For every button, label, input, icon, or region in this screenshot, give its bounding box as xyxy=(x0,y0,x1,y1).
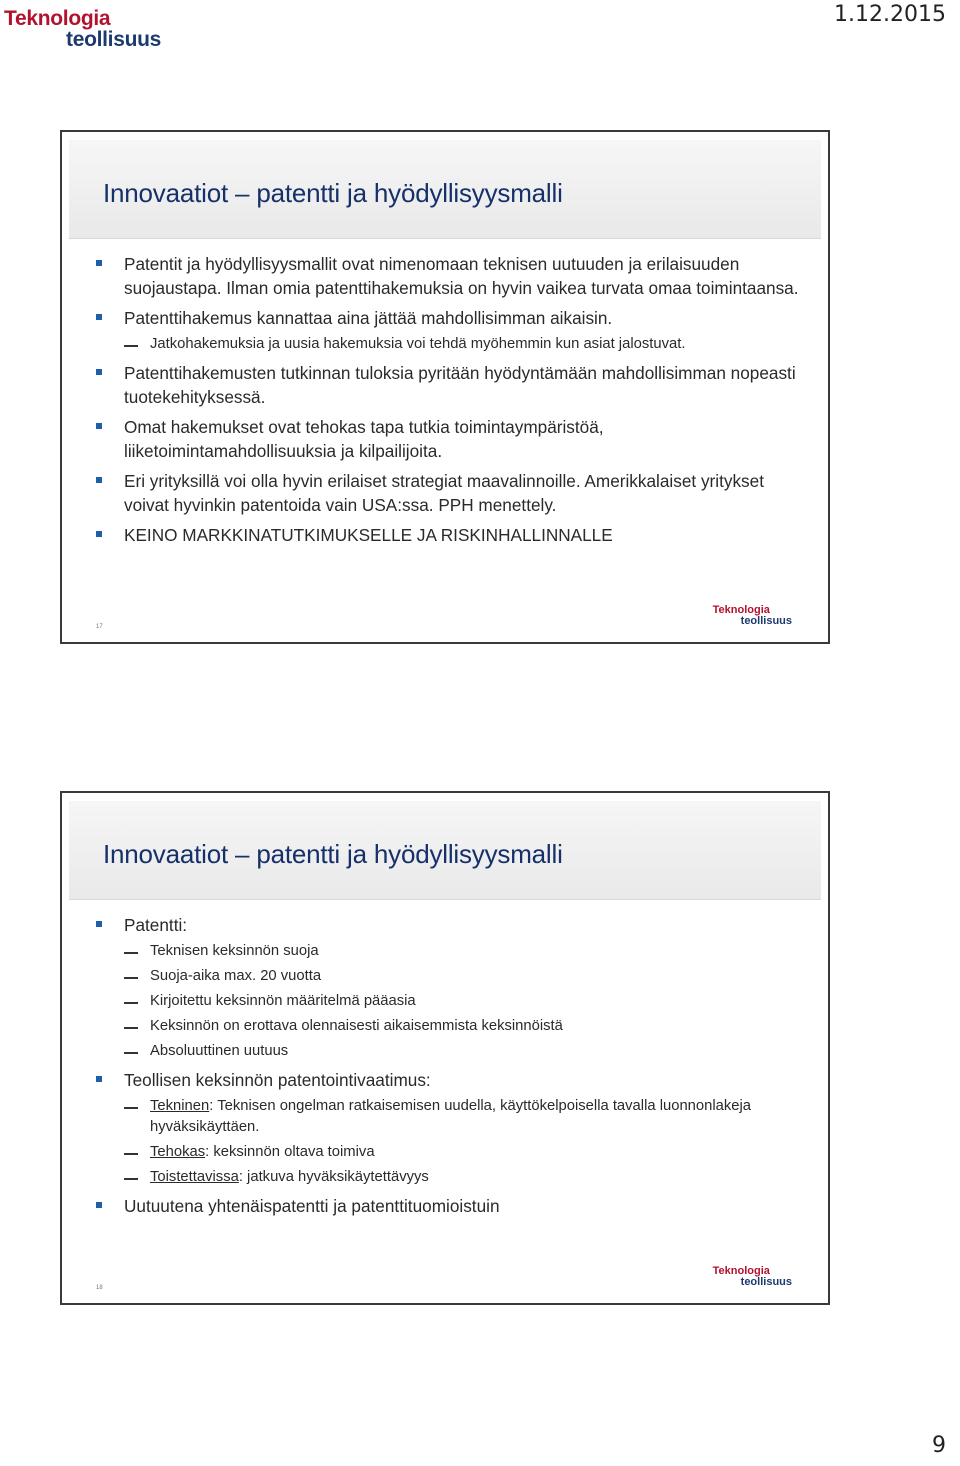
slide-title-band xyxy=(69,801,821,900)
page-number: 9 xyxy=(932,1433,946,1458)
slide-logo-line-2: teollisuus xyxy=(740,614,792,627)
term-definition: : Teknisen ongelman ratkaisemisen uudella, käyttökelpoisella tavalla luonnonlakeja hyväksikäyttäen. xyxy=(150,1098,752,1135)
slide-logo-line-1: Teknologia xyxy=(712,1265,770,1278)
slide-18 xyxy=(60,791,830,1305)
bullet: Patentti: xyxy=(92,913,808,937)
sub-bullet: Absoluuttinen uutuus xyxy=(92,1041,808,1062)
sub-bullet: Teknisen keksinnön suoja xyxy=(92,941,808,962)
slide-content xyxy=(92,252,808,547)
slide-content xyxy=(92,913,808,1218)
bullet: Patentit ja hyödyllisyysmallit ovat nimenomaan teknisen uutuuden ja erilaisuuden suojaustapa. Ilman omia patenttihakemuksia on hyvin vaikea turvata omaa toimintaansa. xyxy=(92,252,808,300)
bullet: Patenttihakemus kannattaa aina jättää mahdollisimman aikaisin. xyxy=(92,306,808,330)
slide-logo xyxy=(713,605,792,626)
sub-bullet: Kirjoitettu keksinnön määritelmä pääasia xyxy=(92,991,808,1012)
logo-line-1: Teknologia xyxy=(4,7,111,30)
slide-number: 17 xyxy=(96,624,103,630)
bullet: Teollisen keksinnön patentointivaatimus: xyxy=(92,1068,808,1092)
term-tehokas: Tehokas xyxy=(150,1144,206,1160)
sub-bullet xyxy=(92,1142,808,1163)
term-definition: : jatkuva hyväksikäytettävyys xyxy=(238,1169,429,1185)
slide-title: Innovaatiot – patentti ja hyödyllisyysmalli xyxy=(103,178,563,208)
logo-line-2: teollisuus xyxy=(66,28,162,51)
bullet: Uutuutena yhtenäispatentti ja patenttituomioistuin xyxy=(92,1194,808,1218)
sub-bullet: Keksinnön on erottava olennaisesti aikaisemmista keksinnöistä xyxy=(92,1016,808,1037)
sub-bullet: Suoja-aika max. 20 vuotta xyxy=(92,966,808,987)
term-tekninen: Tekninen xyxy=(150,1098,210,1114)
document-date: 1.12.2015 xyxy=(834,2,946,27)
term-definition: : keksinnön oltava toimiva xyxy=(205,1144,375,1160)
slide-title-band xyxy=(69,140,821,239)
teknologiateollisuus-logo xyxy=(4,8,161,50)
slide-17 xyxy=(60,130,830,644)
sub-bullet xyxy=(92,1096,808,1138)
slide-logo-line-2: teollisuus xyxy=(740,1275,792,1288)
bullet: KEINO MARKKINATUTKIMUKSELLE JA RISKINHALLINNALLE xyxy=(92,523,808,547)
sub-bullet xyxy=(92,1167,808,1188)
slide-logo xyxy=(713,1266,792,1287)
bullet: Omat hakemukset ovat tehokas tapa tutkia toimintaympäristöä, liiketoimintamahdollisuuksia ja kilpailijoita. xyxy=(92,415,808,463)
slide-title: Innovaatiot – patentti ja hyödyllisyysmalli xyxy=(103,839,563,869)
sub-bullet: Jatkohakemuksia ja uusia hakemuksia voi tehdä myöhemmin kun asiat jalostuvat. xyxy=(92,334,808,355)
bullet: Patenttihakemusten tutkinnan tuloksia pyritään hyödyntämään mahdollisimman nopeasti tuotekehityksessä. xyxy=(92,361,808,409)
slide-number: 18 xyxy=(96,1285,103,1291)
bullet: Eri yrityksillä voi olla hyvin erilaiset strategiat maavalinnoille. Amerikkalaiset yritykset voivat hyvinkin patentoida vain USA:ssa. PPH menettely. xyxy=(92,469,808,517)
slide-logo-line-1: Teknologia xyxy=(712,604,770,617)
term-toistettavissa: Toistettavissa xyxy=(150,1169,239,1185)
